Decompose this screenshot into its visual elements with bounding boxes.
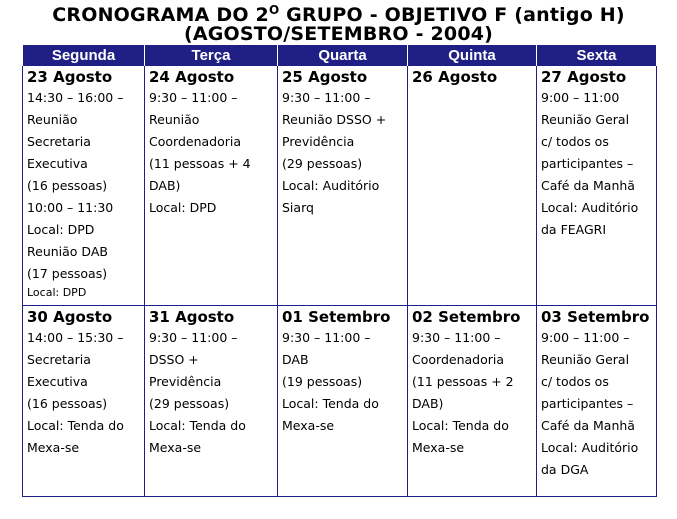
day-cell-quarta <box>278 306 408 497</box>
header-quinta: Quinta <box>408 45 537 66</box>
day-cell-segunda <box>23 306 145 497</box>
event-line: 14:30 – 16:00 – <box>27 90 124 105</box>
event-line: (16 pessoas) <box>27 396 108 411</box>
event-line: DSSO + <box>149 352 199 367</box>
event-line: Reunião DSSO + <box>282 112 387 127</box>
event-line: da DGA <box>541 462 589 477</box>
event-line: da FEAGRI <box>541 222 607 237</box>
event-line: participantes – <box>541 156 634 171</box>
event-line: c/ todos os <box>541 134 609 149</box>
cell-date: 24 Agosto <box>149 68 235 86</box>
event-line: 9:30 – 11:00 – <box>412 330 501 345</box>
event-line: 9:30 – 11:00 – <box>282 90 371 105</box>
event-line: 14:00 – 15:30 – <box>27 330 124 345</box>
event-line: 9:30 – 11:00 – <box>149 330 238 345</box>
cell-date: 27 Agosto <box>541 68 627 86</box>
event-line: Local: Tenda do <box>412 418 509 433</box>
event-line: (29 pessoas) <box>149 396 230 411</box>
week-row-2 <box>23 306 657 497</box>
event-line: Executiva <box>27 374 88 389</box>
cell-date: 23 Agosto <box>27 68 113 86</box>
event-line: Local: DPD <box>27 222 95 237</box>
cell-date: 25 Agosto <box>282 68 368 86</box>
event-line: Local: Auditório <box>282 178 380 193</box>
event-line: Previdência <box>282 134 355 149</box>
event-line: (29 pessoas) <box>282 156 363 171</box>
event-line: DAB) <box>412 396 444 411</box>
event-line: Reunião DAB <box>27 244 108 259</box>
day-cell-sexta <box>537 66 657 306</box>
event-line: Secretaria <box>27 352 91 367</box>
day-cell-terca <box>145 306 278 497</box>
page-title <box>0 3 677 45</box>
event-line: Secretaria <box>27 134 91 149</box>
event-line: Reunião <box>149 112 200 127</box>
event-line: 9:00 – 11:00 <box>541 90 620 105</box>
title-text-end: GRUPO - OBJETIVO F (antigo H) <box>279 4 625 26</box>
event-line: Local: DPD <box>149 200 217 215</box>
event-line: Mexa-se <box>412 440 465 455</box>
event-line: Reunião Geral <box>541 352 630 367</box>
event-line: Coordenadoria <box>149 134 242 149</box>
event-line: 9:30 – 11:00 – <box>282 330 371 345</box>
day-cell-quinta <box>408 306 537 497</box>
day-cell-sexta <box>537 306 657 497</box>
header-terca: Terça <box>145 45 278 66</box>
header-segunda: Segunda <box>23 45 145 66</box>
event-line: Executiva <box>27 156 88 171</box>
event-line: Local: Auditório <box>541 200 639 215</box>
cell-date: 03 Setembro <box>541 308 650 326</box>
event-line: Café da Manhã <box>541 418 635 433</box>
schedule-table <box>22 45 657 497</box>
event-line: Coordenadoria <box>412 352 505 367</box>
event-line: Previdência <box>149 374 222 389</box>
week-row-1 <box>23 66 657 306</box>
title-superscript: O <box>268 3 280 17</box>
event-line: (19 pessoas) <box>282 374 363 389</box>
day-cell-quinta <box>408 66 537 306</box>
event-line: (11 pessoas + 2 <box>412 374 514 389</box>
event-line: Mexa-se <box>27 440 80 455</box>
cell-date: 30 Agosto <box>27 308 113 326</box>
cell-date: 01 Setembro <box>282 308 391 326</box>
day-cell-terca <box>145 66 278 306</box>
event-line: (17 pessoas) <box>27 266 108 281</box>
day-cell-quarta <box>278 66 408 306</box>
event-line: 9:30 – 11:00 – <box>149 90 238 105</box>
event-line: DAB <box>282 352 309 367</box>
day-cell-segunda <box>23 66 145 306</box>
event-line: Café da Manhã <box>541 178 635 193</box>
header-sexta: Sexta <box>537 45 657 66</box>
cell-date: 31 Agosto <box>149 308 235 326</box>
event-line: Siarq <box>282 200 314 215</box>
event-line: Local: Tenda do <box>27 418 124 433</box>
cell-date: 02 Setembro <box>412 308 521 326</box>
event-line: (11 pessoas + 4 <box>149 156 251 171</box>
header-quarta: Quarta <box>278 45 408 66</box>
event-line: DAB) <box>149 178 181 193</box>
weekday-header-row <box>23 45 657 66</box>
event-line: Local: Tenda do <box>149 418 246 433</box>
event-line-small: Local: DPD <box>27 286 87 299</box>
event-line: Local: Tenda do <box>282 396 379 411</box>
event-line: Reunião Geral <box>541 112 630 127</box>
event-line: participantes – <box>541 396 634 411</box>
cell-date: 26 Agosto <box>412 68 498 86</box>
event-line: Mexa-se <box>282 418 335 433</box>
event-line: Mexa-se <box>149 440 202 455</box>
event-line: Local: Auditório <box>541 440 639 455</box>
event-line: (16 pessoas) <box>27 178 108 193</box>
event-line: 10:00 – 11:30 <box>27 200 114 215</box>
title-text-start: CRONOGRAMA DO 2 <box>52 4 269 26</box>
event-line: 9:00 – 11:00 – <box>541 330 630 345</box>
title-line-2: (AGOSTO/SETEMBRO - 2004) <box>183 23 494 45</box>
event-line: c/ todos os <box>541 374 609 389</box>
event-line: Reunião <box>27 112 78 127</box>
